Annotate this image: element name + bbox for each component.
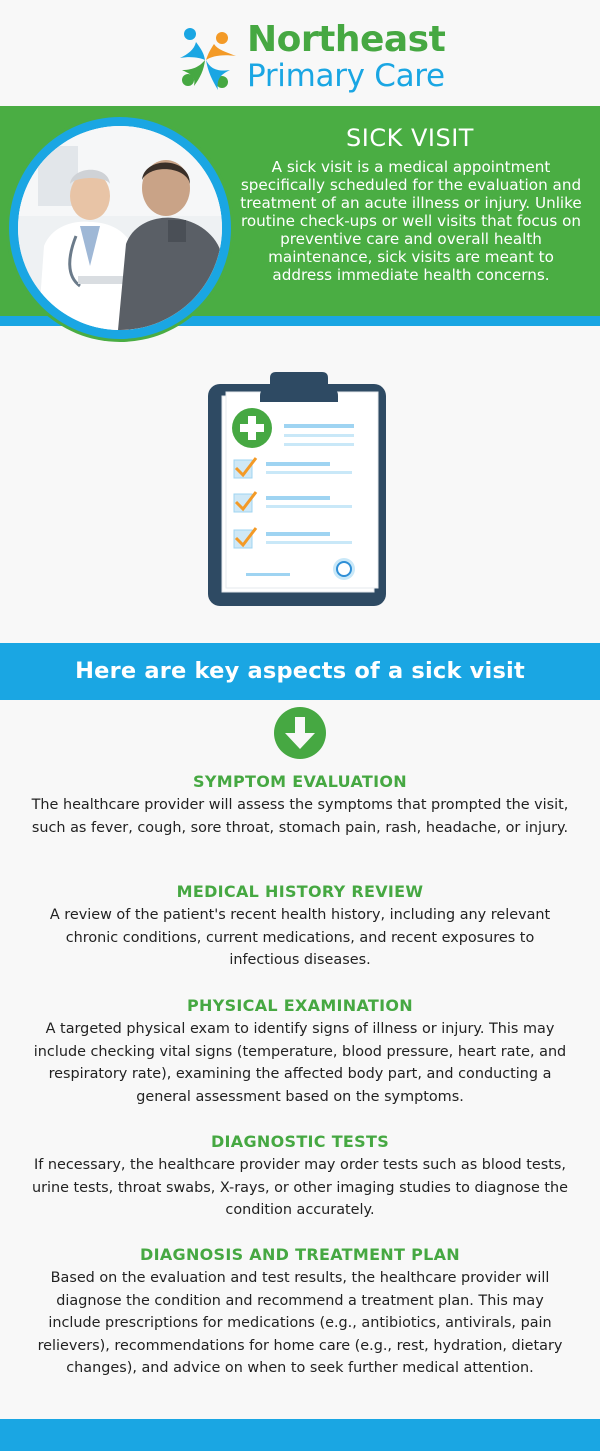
aspect-text: A review of the patient's recent health history, including any relevant chronic conditions, current medications, and recent exposures to infectious diseases. — [49, 907, 551, 968]
medical-checklist-clipboard-icon — [200, 370, 400, 610]
key-aspects-band — [0, 643, 600, 700]
northeast-logo-icon — [166, 20, 244, 98]
aspect-symptom-evaluation — [30, 771, 570, 839]
header — [0, 0, 600, 106]
key-aspects-heading: Here are key aspects of a sick visit — [75, 658, 525, 684]
aspect-title: PHYSICAL EXAMINATION — [187, 996, 413, 1015]
doctor-patient-photo — [18, 126, 222, 330]
aspect-text: The healthcare provider will assess the symptoms that prompted the visit, such as fever, cough, sore throat, stomach pain, rash, headache, or injury. — [31, 797, 569, 836]
aspect-title: DIAGNOSTIC TESTS — [210, 1132, 390, 1151]
brand-logo-text — [247, 19, 446, 94]
aspect-title: MEDICAL HISTORY REVIEW — [176, 882, 424, 901]
aspect-medical-history-review — [30, 881, 570, 972]
hero-description: A sick visit is a medical appointment specifically scheduled for the evaluation and treatment of an acute illness or injury. Unlike routine check-ups or well visits that focus on preventive care and overall health maintenance, sick visits are meant to address immediate health concerns. — [240, 158, 582, 284]
aspect-diagnosis-treatment-plan — [30, 1244, 570, 1380]
aspect-text: If necessary, the healthcare provider may order tests such as blood tests, urine tests, throat swabs, X-rays, or other imaging studies to diagnose the condition accurately. — [31, 1157, 569, 1218]
footer-band — [0, 1419, 600, 1451]
doctor-patient-illustration — [18, 126, 222, 330]
aspect-text: A targeted physical exam to identify signs of illness or injury. This may include checking vital signs (temperature, blood pressure, heart rate, and respiratory rate), examining the affected body part, and conducting a general assessment based on the symptoms. — [33, 1021, 567, 1105]
aspect-title: SYMPTOM EVALUATION — [193, 772, 407, 791]
brand-name-line2: Primary Care — [247, 58, 445, 94]
brand-name-line1: Northeast — [247, 19, 446, 60]
aspect-text: Based on the evaluation and test results, the healthcare provider will diagnose the condition and recommend a treatment plan. This may include prescriptions for medications (e.g., antibiotics, antivirals, pain relievers), recommendations for home care (e.g., rest, hydration, dietary changes), and advice on when to seek further medical attention. — [37, 1270, 563, 1376]
hero-title: SICK VISIT — [346, 124, 474, 152]
aspect-title: DIAGNOSIS AND TREATMENT PLAN — [140, 1245, 460, 1264]
aspect-diagnostic-tests — [30, 1131, 570, 1222]
arrow-down-circle-icon — [274, 707, 326, 759]
aspect-physical-examination — [30, 995, 570, 1108]
